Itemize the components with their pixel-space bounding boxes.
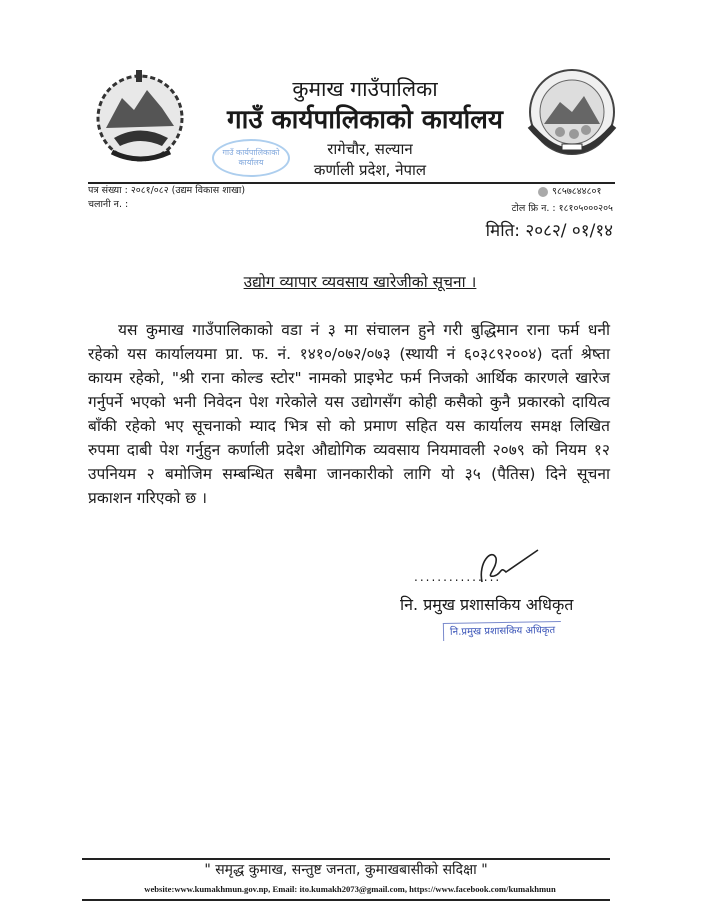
notice-body-line: बाँकी रहेको भए सूचनाको म्याद भित्र सो को प्रमाण सहित यस कार्यालय समक्ष लिखित <box>88 417 610 435</box>
signature-line: ............... <box>414 570 502 584</box>
notice-title: उद्योग व्यापार व्यवसाय खारेजीको सूचना । <box>243 273 477 291</box>
footer-contact: website:www.kumakhmun.gov.np, Email: ito.kumakh2073@gmail.com, https://www.facebook.com/kumakhmun <box>144 884 556 894</box>
office-location: रागेचौर, सल्यान <box>327 140 413 158</box>
dispatch-number: चलानी न. : <box>88 199 129 210</box>
letter-number: पत्र संख्या : २०८१/०८२ (उद्यम विकास शाखा) <box>88 185 246 196</box>
designation-stamp: नि.प्रमुख प्रशासकिय अधिकृत <box>443 621 561 641</box>
notice-body-line: रुपमा दाबी पेश गर्नुहुन कर्णाली प्रदेश औद्योगिक व्यवसाय नियमावली २०७९ को नियम १२ <box>88 441 610 459</box>
office-seal: गाउँ कार्यपालिकाको कार्यालय <box>212 139 290 177</box>
letter-date: मिति: २०८२/ ०१/१४ <box>485 221 613 241</box>
toll-free-number: टोल फ्रि न. : १८१०५०००२०५ <box>511 203 613 214</box>
footer-divider-top <box>82 858 610 860</box>
nepal-emblem-logo <box>92 68 188 168</box>
notice-body-line: कायम रहेको, "श्री राना कोल्ड स्टोर" नामको प्राइभेट फर्म निजको आर्थिक कारणले खारेज <box>88 369 610 387</box>
phone-icon <box>538 187 548 197</box>
header-divider <box>88 182 615 184</box>
office-province: कर्णाली प्रदेश, नेपाल <box>313 161 427 179</box>
notice-body-line: रहेको यस कार्यालयमा प्रा. फ. नं. १४१०/०७२/०७३ (स्थायी नं ६०३८९२००४) दर्ता श्रेष्ता <box>88 345 610 363</box>
phone-number: ९८५७८४४८०१ <box>552 186 602 197</box>
signer-designation: नि. प्रमुख प्रशासकिय अधिकृत <box>400 595 574 614</box>
footer-divider-bottom <box>82 899 610 901</box>
notice-body-line: उपनियम २ बमोजिम सम्बन्धित सबैमा जानकारीको लागि यो ३५ (पैतिस) दिने सूचना <box>88 465 610 483</box>
office-name: गाउँ कार्यपालिकाको कार्यालय <box>227 105 503 135</box>
notice-body-line: प्रकाशन गरिएको छ । <box>88 489 207 507</box>
notice-body-line: गर्नुपर्ने भएको भनी निवेदन पेश गरेकोले यस उद्योगसँग कोही कसैको कुनै प्रकारको दायित्व <box>88 393 610 411</box>
footer-motto: " समृद्ध कुमाख, सन्तुष्ट जनता, कुमाखबासीको सदिक्षा " <box>204 862 488 878</box>
municipality-name: कुमाख गाउँपालिका <box>292 77 438 101</box>
notice-body-line: यस कुमाख गाउँपालिकाको वडा नं ३ मा संचालन हुने गरी बुद्धिमान राना फर्म धनी <box>118 321 610 339</box>
